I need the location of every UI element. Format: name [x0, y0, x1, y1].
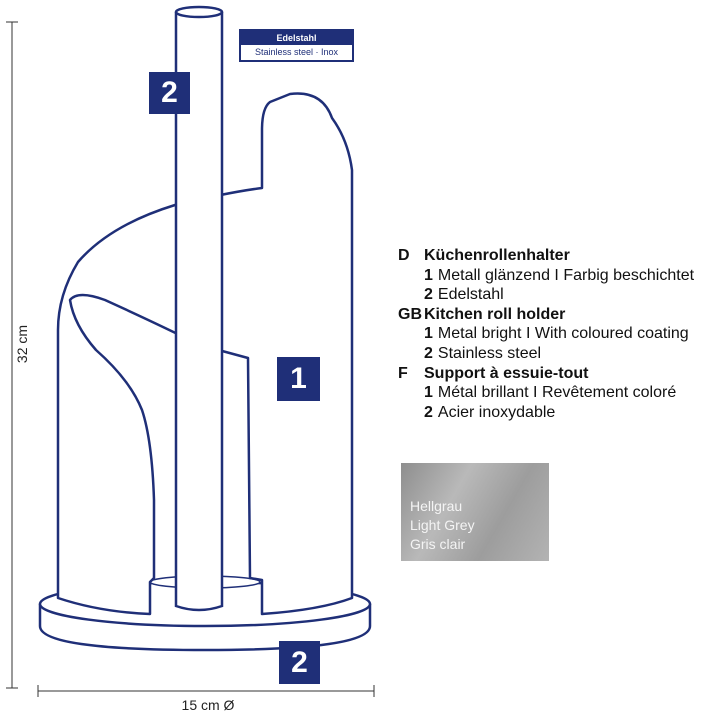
- language-code: GB: [398, 305, 422, 323]
- legend: [398, 246, 694, 422]
- legend-item: [398, 285, 694, 305]
- item-text: Metall glänzend I Farbig beschichtet: [437, 266, 695, 284]
- width-dimension-line: [38, 685, 374, 697]
- legend-item: [398, 344, 694, 364]
- material-tag-subtitle: Stainless steel · Inox: [254, 47, 339, 57]
- legend-heading: Küchenrollenhalter: [424, 247, 570, 264]
- swatch-label-de: Hellgrau: [410, 498, 463, 514]
- legend-heading-row: [398, 246, 694, 266]
- legend-item: [398, 403, 694, 423]
- item-number: 1: [424, 325, 433, 343]
- item-text: Métal brillant I Revêtement coloré: [437, 384, 677, 402]
- item-number: 1: [424, 384, 433, 402]
- item-text: Edelstahl: [437, 286, 504, 304]
- diameter-label: 15 cm Ø: [181, 697, 235, 713]
- item-number: 2: [424, 286, 433, 304]
- material-tag-title: Edelstahl: [241, 31, 352, 45]
- language-code: F: [398, 364, 408, 382]
- legend-heading: Support à essuie-tout: [424, 364, 589, 382]
- language-code: D: [398, 247, 410, 264]
- legend-heading-row: [398, 305, 694, 325]
- swatch-label-fr: Gris clair: [410, 536, 466, 552]
- callout-part-1: 1: [277, 357, 320, 401]
- color-swatch: [401, 463, 549, 561]
- callout-part-2-base: 2: [279, 641, 320, 684]
- item-number: 2: [424, 344, 433, 362]
- legend-heading-row: [398, 364, 694, 384]
- height-label: 32 cm: [14, 324, 30, 364]
- legend-heading: Kitchen roll holder: [424, 305, 566, 323]
- swatch-label-en: Light Grey: [410, 517, 475, 533]
- item-number: 1: [424, 266, 433, 284]
- legend-item: [398, 266, 694, 286]
- item-text: Metal bright I With coloured coating: [437, 325, 689, 343]
- legend-item: [398, 383, 694, 403]
- item-text: Acier inoxydable: [437, 403, 556, 421]
- item-number: 2: [424, 403, 433, 421]
- swatch-labels: [410, 497, 475, 554]
- callout-part-2-top: 2: [149, 72, 190, 114]
- item-text: Stainless steel: [437, 344, 542, 362]
- material-tag: [239, 29, 354, 62]
- legend-item: [398, 324, 694, 344]
